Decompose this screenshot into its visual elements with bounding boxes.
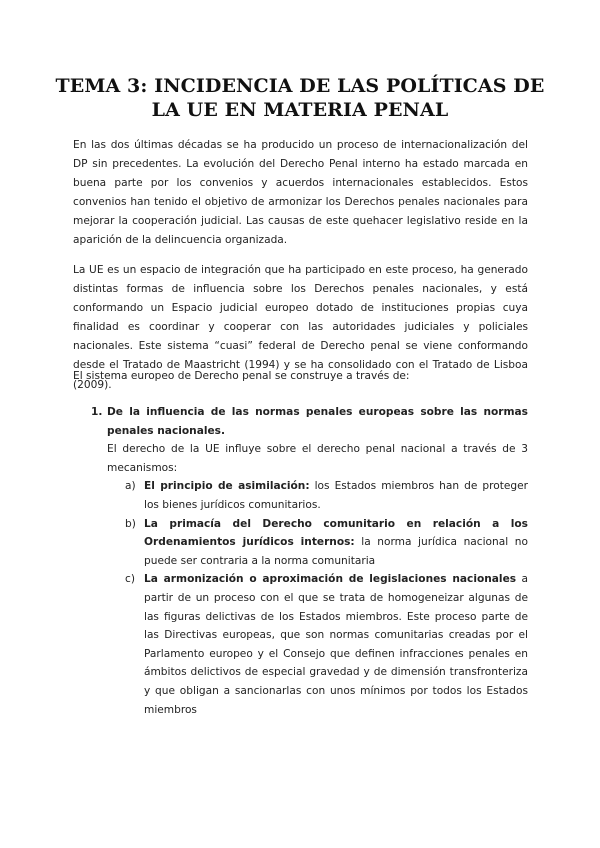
paragraph-ue: La UE es un espacio de integración que ha participado en este proceso, ha generado distintas formas de influencia sobre los Derechos penales nacionales, y está conformando un Espacio judicial europeo dotado de instituciones propias cuya finalidad es coordinar y cooperar con las autoridades judiciales y policiales nacionales. Este sistema “cuasi” federal de Derecho penal se viene conformando desde el Tratado de Maastricht (1994) y se ha consolidado con el Tratado de Lisboa (2009). bbox=[73, 264, 528, 391]
sub-item-c bbox=[125, 570, 528, 719]
list-item-1 bbox=[73, 403, 528, 719]
sub-item-letter: b) bbox=[125, 517, 136, 530]
sub-item-text: los Estados miembros han de proteger los bienes jurídicos comunitarios. bbox=[144, 480, 528, 511]
sub-item-heading: La armonización o aproximación de legislaciones nacionales bbox=[144, 573, 517, 586]
page-title: TEMA 3: INCIDENCIA DE LAS POLÍTICAS DE LA UE EN MATERIA PENAL bbox=[55, 75, 545, 121]
sub-item-text: a partir de un proceso con el que se trata de homogeneizar algunas de las figuras delictivas de los Estados miembros. Este proceso parte de las Directivas europeas, que son normas comunitarias creadas por el Parlamento europeo y el Consejo que definen infracciones penales en ámbitos delictivos de especial gravedad y de dimensión transfronteriza y que obligan a sancionarlas con unos mínimos por todos los Estados miembros bbox=[144, 573, 528, 716]
paragraph-intro: En las dos últimas décadas se ha producido un proceso de internacionalización del DP sin precedentes. La evolución del Derecho Penal interno ha estado marcada en buena parte por los convenios y acuerdos internacionales establecidos. Estos convenios han tenido el objetivo de armonizar los Derechos penales nacionales para mejorar la cooperación judicial. Las causas de este quehacer legislativo reside en la aparición de la delincuencia organizada. bbox=[73, 139, 528, 247]
sub-item-heading: La primacía del Derecho comunitario en relación a los Ordenamientos jurídicos internos: bbox=[144, 517, 528, 549]
sub-item-heading: El principio de asimilación: bbox=[144, 480, 310, 493]
list-item-number: 1. bbox=[91, 406, 103, 418]
sub-item-text: la norma jurídica nacional no puede ser contraria a la norma comunitaria bbox=[144, 536, 528, 567]
sub-item-a bbox=[125, 477, 528, 514]
sub-item-letter: c) bbox=[125, 573, 135, 586]
list-item-intro: El derecho de la UE influye sobre el derecho penal nacional a través de 3 mecanismos: bbox=[107, 443, 528, 474]
list-item-title: De la influencia de las normas penales europeas sobre las normas penales nacionales. bbox=[107, 406, 528, 437]
sub-item-letter: a) bbox=[125, 480, 136, 493]
paragraph-system: El sistema europeo de Derecho penal se construye a través de: bbox=[73, 370, 410, 382]
sub-item-b bbox=[125, 515, 528, 571]
